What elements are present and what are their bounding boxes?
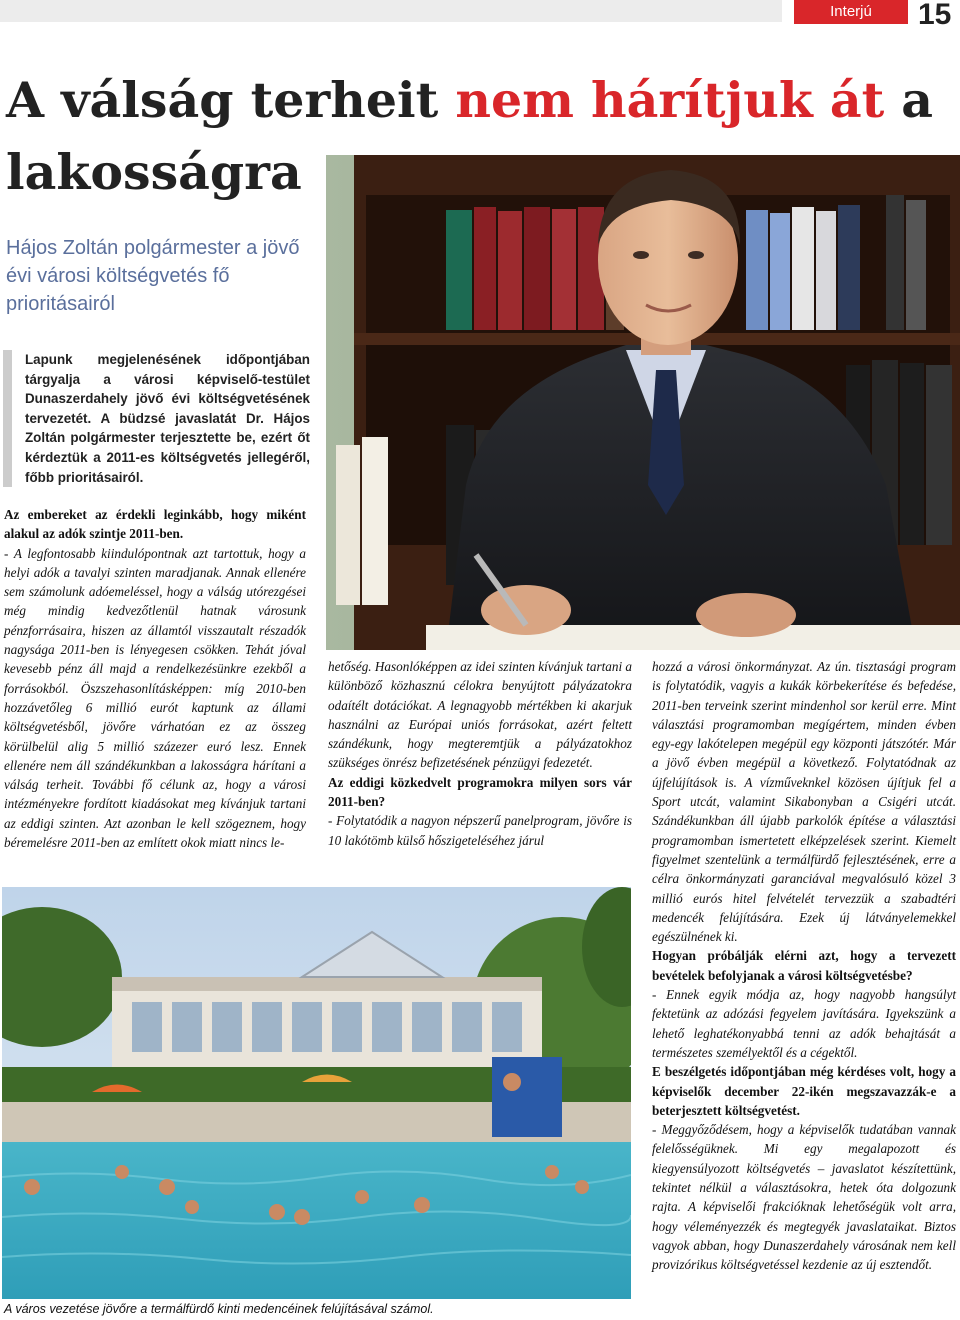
portrait-illustration <box>326 155 960 650</box>
answer-2: - Folytatódik a nagyon népszerű panelprogram, jövőre is 10 lakótömb külső hőszigeteléséhez járul <box>328 813 632 848</box>
article-column-2 <box>328 657 632 850</box>
article-column-1 <box>4 505 306 852</box>
lead-paragraph: Lapunk megjelenésének időpontjában tárgyalja a városi képviselő-testület Dunaszerdahely jövő évi költségvetésének tervezetét. A büdzsé javaslatát Dr. Hájos Zoltán polgármester terjesztette be, ezért őt kérdeztük a 2011-es költségvetés jellegéről, főbb prioritásairól. <box>3 350 310 487</box>
page-number: 15 <box>918 0 952 31</box>
headline-highlight: nem hárítjuk át <box>455 71 885 129</box>
question-4: E beszélgetés időpontjában még kérdéses volt, hogy a képviselők december 22-ikén megszavazzák-e a beterjesztett költségvetést. <box>652 1064 956 1118</box>
answer-3: - Ennek egyik módja az, hogy nagyobb hangsúlyt fektetünk az adózási fegyelem javítására. Igyekszünk a lehető leghatékonyabbá tenni az adók behajtását a természetes személyektől és a cégektől. <box>652 987 956 1060</box>
article-column-3 <box>652 657 956 1275</box>
answer-1: - A legfontosabb kiindulópontnak azt tartottuk, hogy a helyi adók a tavalyi szinten maradjanak. Annak ellenére sem számolunk adóemeléssel, hogy a válság utórezgései még mindig kedvezőtlenül hatnak városunk pénzforrásaira, hiszen az államtól visszautalt részadók nagysága 2011-ben is lényegesen csökken. Tehát jóval kevesebb pénz áll majd a rendelkezésünkre ezekből a forrásokból. Öszszehasonlításképpen: míg 2010-ben hozzávetőleg 6 millió eurót kaptunk az állami költségvetésből, jövőre várhatóan ez az összeg körülbelül alig 5 millió százezer euró lesz. Ennek ellenére nem áll szándékunkban a lakosságra hárítani a válság terheit. További fő célunk az, hogy a városi intézményekre fordított kiadásokat meg kívánjuk tartani az eddigi szinten. Azt azonban le kell szögeznem, hogy béremelésre 2011-ben az említett okok miatt nincs le- <box>4 545 306 851</box>
headline-part2: a lakosságra <box>6 71 934 201</box>
question-2: Az eddigi közkedvelt programokra milyen sors vár 2011-ben? <box>328 774 632 810</box>
answer-2-continued: hozzá a városi önkormányzat. Az ún. tisztasági program is folytatódik, vagyis a kukák körbekerítése és befedése, 2011-ben terveink szerint mindenhol sor kerül erre. Mint választási programomban megígértem, minden évben egy-egy lakótelepen megépül egy központi játszótér. Már a jövő évben megépül a következő. Folytatódnak az újfelújítások is. A vízműveknkel közösen újítjuk fel a Sport utcát, valamint Sikabonyban a Csigéri utcát. Szándékunkban áll újabb parkolók építése a választási programomban ismertetett elképzelések szerint. Kiemelt figyelmet szentelünk a termálfürdő fejlesztésének, erre a célra önkormányzati garanciával megvalósuló közel 3 millió eurós hitel felvételét tervezzük a szabadtéri medencék felújítására. Ezek új látványelemekkel egészülnének ki. <box>652 659 956 945</box>
thermal-pool-photo <box>2 887 631 1299</box>
answer-1-continued: hetőség. Hasonlóképpen az idei szinten kívánjuk tartani a különböző közhasznú célokra benyújtott pályázatokra odaítélt dotációkat. A legnagyobb mértékben ki akarjuk használni az Európai uniós forrásokat, azért feltett szándékunk, hogy megteremtjük a pályázatokhoz szükséges önrész befizetésének pénzügyi fedezetét. <box>328 659 632 771</box>
answer-4: - Meggyőződésem, hogy a képviselők tudatában vannak felelősségüknek. Mi egy megalapozott és kiegyensúlyozott költségvetés – javaslatot készítettünk, tekintet nélkül a választásokra, hetek óta dolgozunk rajta. A képviselői frakcióknak lehetőségük volt arra, hogy véleményezzék és megtegyék javaslataikat. Biztos vagyok abban, hogy Dunaszerdahely városának nem kell provizórikus költségvetéssel kezdenie az új esztendőt. <box>652 1122 956 1273</box>
section-tag: Interjú <box>794 0 908 24</box>
headline-part1: A válság terheit <box>6 71 456 129</box>
photo-caption: A város vezetése jövőre a termálfürdő kinti medencéinek felújításával számol. <box>4 1302 434 1316</box>
question-1: Az embereket az érdekli leginkább, hogy miként alakul az adók szintje 2011-ben. <box>4 507 306 542</box>
top-bar <box>0 0 782 22</box>
question-3: Hogyan próbálják elérni azt, hogy a tervezett bevételek befolyjanak a városi költségvetésbe? <box>652 948 956 983</box>
mayor-portrait-photo <box>326 155 960 650</box>
pool-illustration <box>2 887 631 1299</box>
subtitle: Hájos Zoltán polgármester a jövő évi városi költségvetés fő prioritásairól <box>6 237 300 315</box>
